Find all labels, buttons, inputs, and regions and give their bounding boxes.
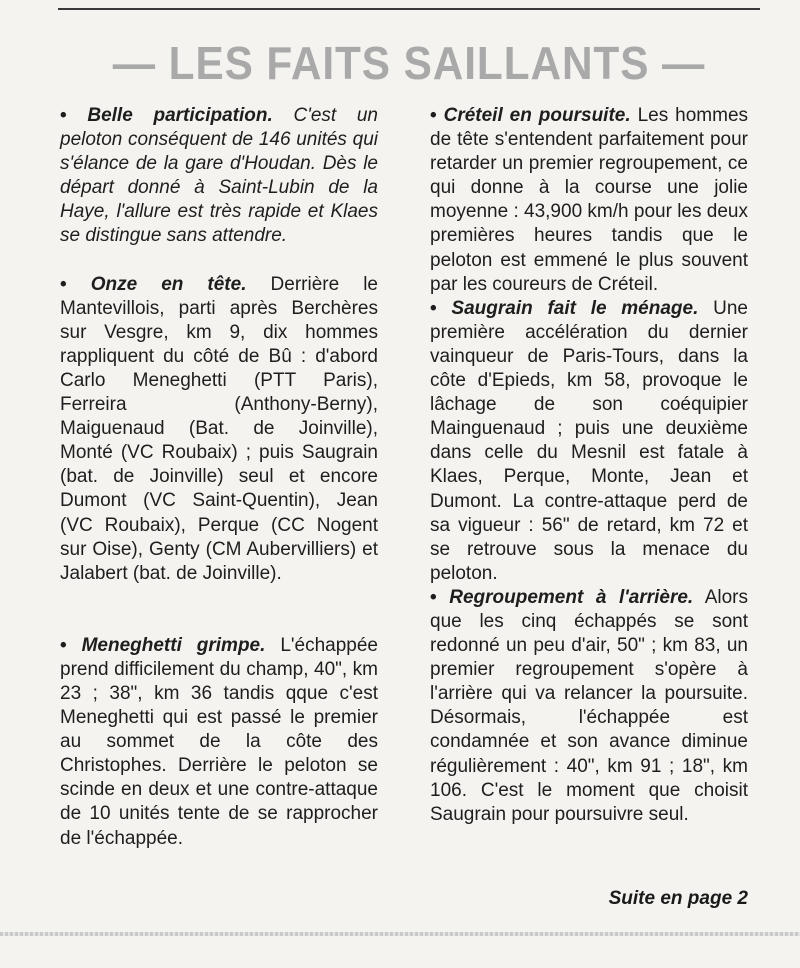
paragraph-lead: Saugrain fait le ménage. bbox=[451, 297, 699, 319]
headline-dash-left: — bbox=[112, 37, 156, 89]
paragraph-text: Derrière le Mantevillois, parti après Berchères sur Vesgre, km 9, dix hommes rappliquent du côté de Bû : d'abord Carlo Meneghetti (PTT Paris), Ferreira (Anthony-Berny), Maiguenaud (Bat. de Joinville), Monté (VC Roubaix) ; puis Saugrain (bat. de Joinville) seul et encore Dumont (VC Saint-Quentin), Jean (VC Roubaix), Perque (CC Nogent sur Oise), Genty (CM Aubervilliers) et Jalabert (bat. de Joinville). bbox=[60, 273, 378, 584]
paragraph-lead: Créteil en poursuite. bbox=[443, 105, 631, 126]
paragraph-creteil-en-poursuite bbox=[430, 104, 748, 297]
bullet: • bbox=[60, 105, 67, 126]
paragraph-onze-en-tete bbox=[60, 273, 378, 586]
right-column bbox=[430, 104, 748, 827]
bottom-rule bbox=[0, 932, 800, 936]
paragraph-text: Les hommes de tête s'entendent parfaitement pour retarder un premier regroupement, ce qui donne à la course une jolie moyenne : 43,900 km/h pour les deux premières heures tandis que le peloton est emmené le plus souvent par les coureurs de Créteil. bbox=[430, 105, 749, 295]
bullet: • bbox=[430, 586, 437, 608]
paragraph-text: Alors que les cinq échappés se sont redonné un peu d'air, 50" ; km 83, un premier regroupement s'opère à l'arrière qui va relancer la poursuite. Désormais, l'échappée est condamnée et son avance diminue régulièrement : 40", km 91 ; 18", km 106. C'est le moment que choisit Saugrain pour poursuivre seul. bbox=[430, 586, 749, 825]
bullet: • bbox=[60, 273, 67, 295]
continuation-note: Suite en page 2 bbox=[608, 888, 748, 909]
bullet: • bbox=[430, 105, 437, 126]
headline-dash-right: — bbox=[662, 37, 706, 89]
bullet: • bbox=[60, 634, 67, 656]
left-column bbox=[60, 104, 378, 851]
paragraph-meneghetti-grimpe bbox=[60, 634, 378, 851]
top-rule bbox=[58, 8, 760, 10]
paragraph-regroupement-a-l-arriere bbox=[430, 586, 748, 827]
paragraph-belle-participation bbox=[60, 104, 378, 249]
bullet: • bbox=[430, 297, 437, 319]
paragraph-lead: Onze en tête. bbox=[90, 273, 247, 295]
headline-text-wrap bbox=[113, 36, 706, 90]
section-headline bbox=[58, 32, 760, 94]
paragraph-saugrain-fait-le-menage bbox=[430, 297, 748, 586]
paragraph-text: L'échappée prend difficilement du champ, 40", km 23 ; 38", km 36 tandis qque c'est Meneghetti qui est passé le premier au sommet de la côte des Christophes. Derrière le peloton se scinde en deux et une contre-attaque de 10 unités tente de se rapprocher de l'échappée. bbox=[60, 634, 378, 849]
paragraph-text: Une première accélération du dernier vainqueur de Paris-Tours, dans la côte d'Epieds, km 58, provoque le lâchage de son coéquipier Mainguenaud ; puis une deuxième dans celle du Mesnil est fatale à Klaes, Perque, Monte, Jean et Dumont. La contre-attaque perd de sa vigueur : 56" de retard, km 72 et se retrouve sous la menace du peloton. bbox=[430, 297, 748, 584]
paragraph-lead: Regroupement à l'arrière. bbox=[449, 586, 694, 608]
paragraph-lead: Meneghetti grimpe. bbox=[81, 634, 266, 656]
paragraph-text: C'est un peloton conséquent de 146 unités qui s'élance de la gare d'Houdan. Dès le départ donné à Saint-Lubin de la Haye, l'allure est très rapide et Klaes se distingue sans attendre. bbox=[60, 105, 378, 247]
paragraph-lead: Belle participation. bbox=[87, 105, 273, 126]
headline-title: LES FAITS SAILLANTS bbox=[168, 37, 650, 89]
